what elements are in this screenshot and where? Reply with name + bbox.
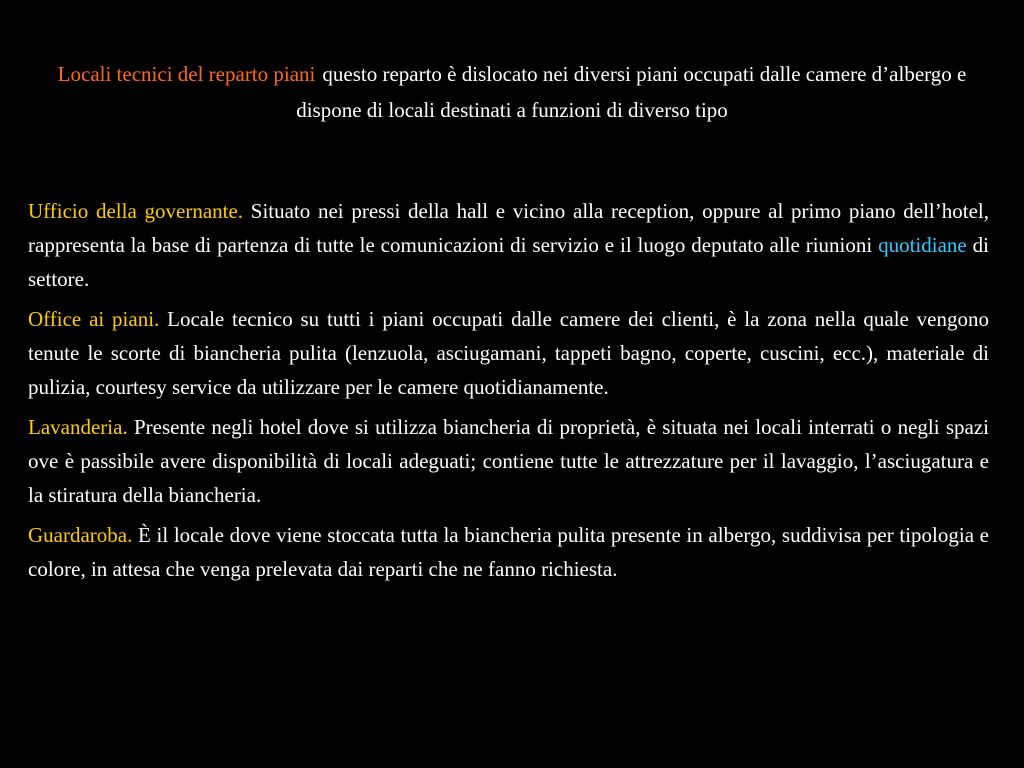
term-guardaroba: Guardaroba. [28, 523, 133, 547]
term-ufficio-governante: Ufficio della governante. [28, 199, 244, 223]
paragraph-office-piani [28, 302, 989, 404]
header-title: Locali tecnici del reparto piani [57, 62, 316, 86]
header-text: questo reparto è dislocato nei diversi piani occupati dalle camere d’albergo e dispone di locali destinati a funzioni di diverso tipo [296, 62, 967, 122]
paragraph-guardaroba [28, 518, 989, 586]
slide-header [34, 56, 990, 128]
paragraph-text: Situato nei pressi della hall e vicino alla reception, oppure al primo piano dell’hotel, rappresenta la base di partenza di tutte le comunicazioni di servizio e il luogo deputato alle riunioni [28, 199, 989, 257]
slide-body [28, 194, 989, 592]
paragraph-lavanderia [28, 410, 989, 512]
paragraph-text: Presente negli hotel dove si utilizza biancheria di proprietà, è situata nei locali interrati o negli spazi ove è passibile avere disponibilità di locali adeguati; contiene tutte le attrezzature per il lavaggio, l’asciugatura e la stiratura della biancheria. [28, 415, 989, 507]
paragraph-text-end: di settore. [28, 233, 989, 291]
term-lavanderia: Lavanderia. [28, 415, 128, 439]
highlighted-word: quotidiane [878, 233, 967, 257]
paragraph-text: È il locale dove viene stoccata tutta la biancheria pulita presente in albergo, suddivisa per tipologia e colore, in attesa che venga prelevata dai reparti che ne fanno richiesta. [28, 523, 989, 581]
paragraph-text: Locale tecnico su tutti i piani occupati dalle camere dei clienti, è la zona nella quale vengono tenute le scorte di biancheria pulita (lenzuola, asciugamani, tappeti bagno, coperte, cuscini, ecc.), materiale di pulizia, courtesy service da utilizzare per le camere quotidianamente. [28, 307, 989, 399]
term-office-piani: Office ai piani. [28, 307, 160, 331]
paragraph-ufficio-governante [28, 194, 989, 296]
